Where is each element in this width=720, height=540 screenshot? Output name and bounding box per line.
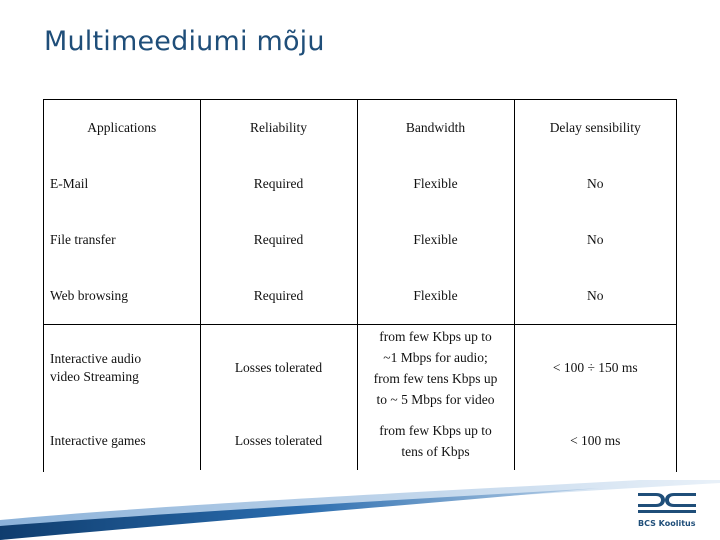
footer-swoosh-decoration [0, 480, 720, 540]
table-row [44, 324, 676, 412]
table-row [44, 268, 676, 324]
cell-delay: No [514, 156, 676, 212]
cell-delay: No [514, 268, 676, 324]
table-row [44, 156, 676, 212]
cell-reliability: Losses tolerated [200, 412, 357, 470]
cell-reliability: Required [200, 156, 357, 212]
cell-delay: < 100 ÷ 150 ms [514, 324, 676, 412]
table-row [44, 412, 676, 470]
cell-delay: No [514, 212, 676, 268]
cell-bandwidth: Flexible [357, 212, 514, 268]
page-title: Multimeediumi mõju [44, 26, 325, 57]
cell-bandwidth: Flexible [357, 156, 514, 212]
cell-reliability: Required [200, 268, 357, 324]
cell-application: E-Mail [50, 176, 89, 191]
cell-bandwidth: from few Kbps up to tens of Kbps [357, 412, 514, 470]
cell-reliability: Losses tolerated [200, 324, 357, 412]
cell-delay: < 100 ms [514, 412, 676, 470]
cell-application: Interactive audio video Streaming [44, 324, 200, 412]
header-reliability: Reliability [200, 100, 357, 156]
cell-application: File transfer [50, 232, 116, 247]
cell-bandwidth: Flexible [357, 268, 514, 324]
table-row [44, 212, 676, 268]
cell-application: Web browsing [50, 287, 129, 303]
header-delay-sensibility: Delay sensibility [514, 100, 676, 156]
cell-bandwidth: from few Kbps up to ~1 Mbps for audio; from few tens Kbps up to ~ 5 Mbps for video [357, 324, 514, 412]
cell-application: Interactive games [50, 433, 146, 448]
header-applications: Applications [87, 120, 157, 135]
logo-text: BCS Koolitus [638, 519, 696, 528]
header-bandwidth: Bandwidth [357, 100, 514, 156]
cell-reliability: Required [200, 212, 357, 268]
applications-table [43, 99, 677, 472]
